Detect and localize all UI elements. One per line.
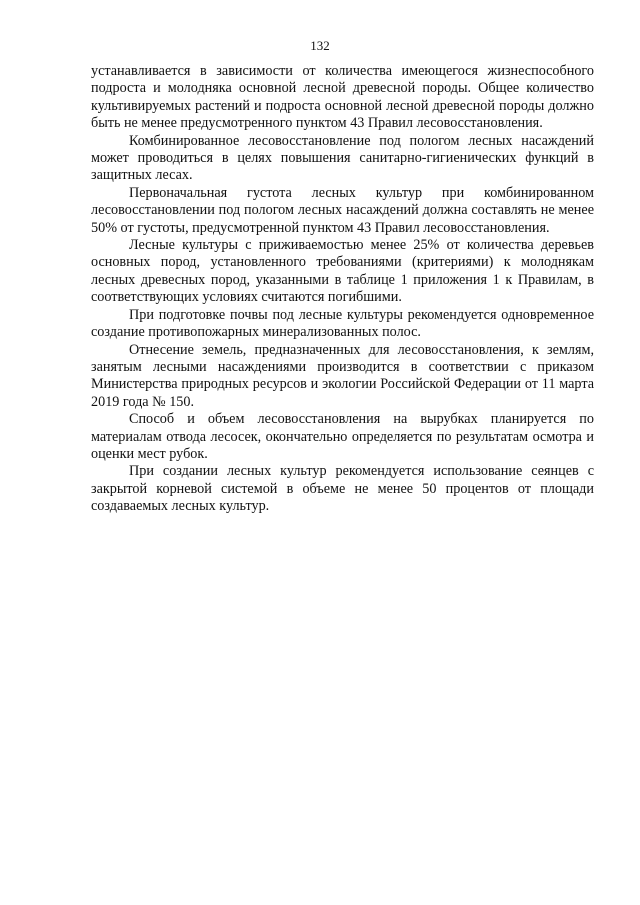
document-body [91, 63, 594, 516]
paragraph-reforestation-method: Способ и объем лесовосстановления на вырубках планируется по материалам отвода лесосек, окончательно определяется по результатам осмотра и оценки мест рубок. [91, 411, 594, 462]
page-number: 132 [310, 38, 330, 53]
paragraph-initial-density: Первоначальная густота лесных культур при комбинированном лесовосстановлении под пологом лесных насаждений должна составлять не менее 50% от густоты, предусмотренной пунктом 43 Правил лесовосстановления. [91, 184, 594, 236]
paragraph-land-classification: Отнесение земель, предназначенных для лесовосстановления, к землям, занятым лесными насаждениями производится в соответствии с приказом Министерства природных ресурсов и экологии Российской Федерации от 11 марта 2019 года № 150. [91, 341, 594, 410]
paragraph-soil-preparation: При подготовке почвы под лесные культуры рекомендуется одновременное создание противопожарных минерализованных полос. [91, 306, 594, 341]
paragraph-survival-rate: Лесные культуры с приживаемостью менее 25% от количества деревьев основных пород, установленного требованиями (критериями) к молоднякам лесных древесных пород, указанными в таблице 1 приложения 1 к Правилам, в соответствующих условиях считаются погибшими. [91, 237, 594, 306]
paragraph-continuation: устанавливается в зависимости от количества имеющегося жизнеспособного подроста и молодняка основной лесной древесной породы. Общее количество культивируемых растений и подроста основной лесной древесной породы должно быть не менее предусмотренного пунктом 43 Правил лесовосстановления. [91, 63, 594, 132]
paragraph-combined-reforestation: Комбинированное лесовосстановление под пологом лесных насаждений может проводиться в целях повышения санитарно-гигиенических функций в защитных лесах. [91, 132, 594, 184]
paragraph-seedlings: При создании лесных культур рекомендуется использование сеянцев с закрытой корневой системой в объеме не менее 50 процентов от площади создаваемых лесных культур. [91, 463, 594, 515]
